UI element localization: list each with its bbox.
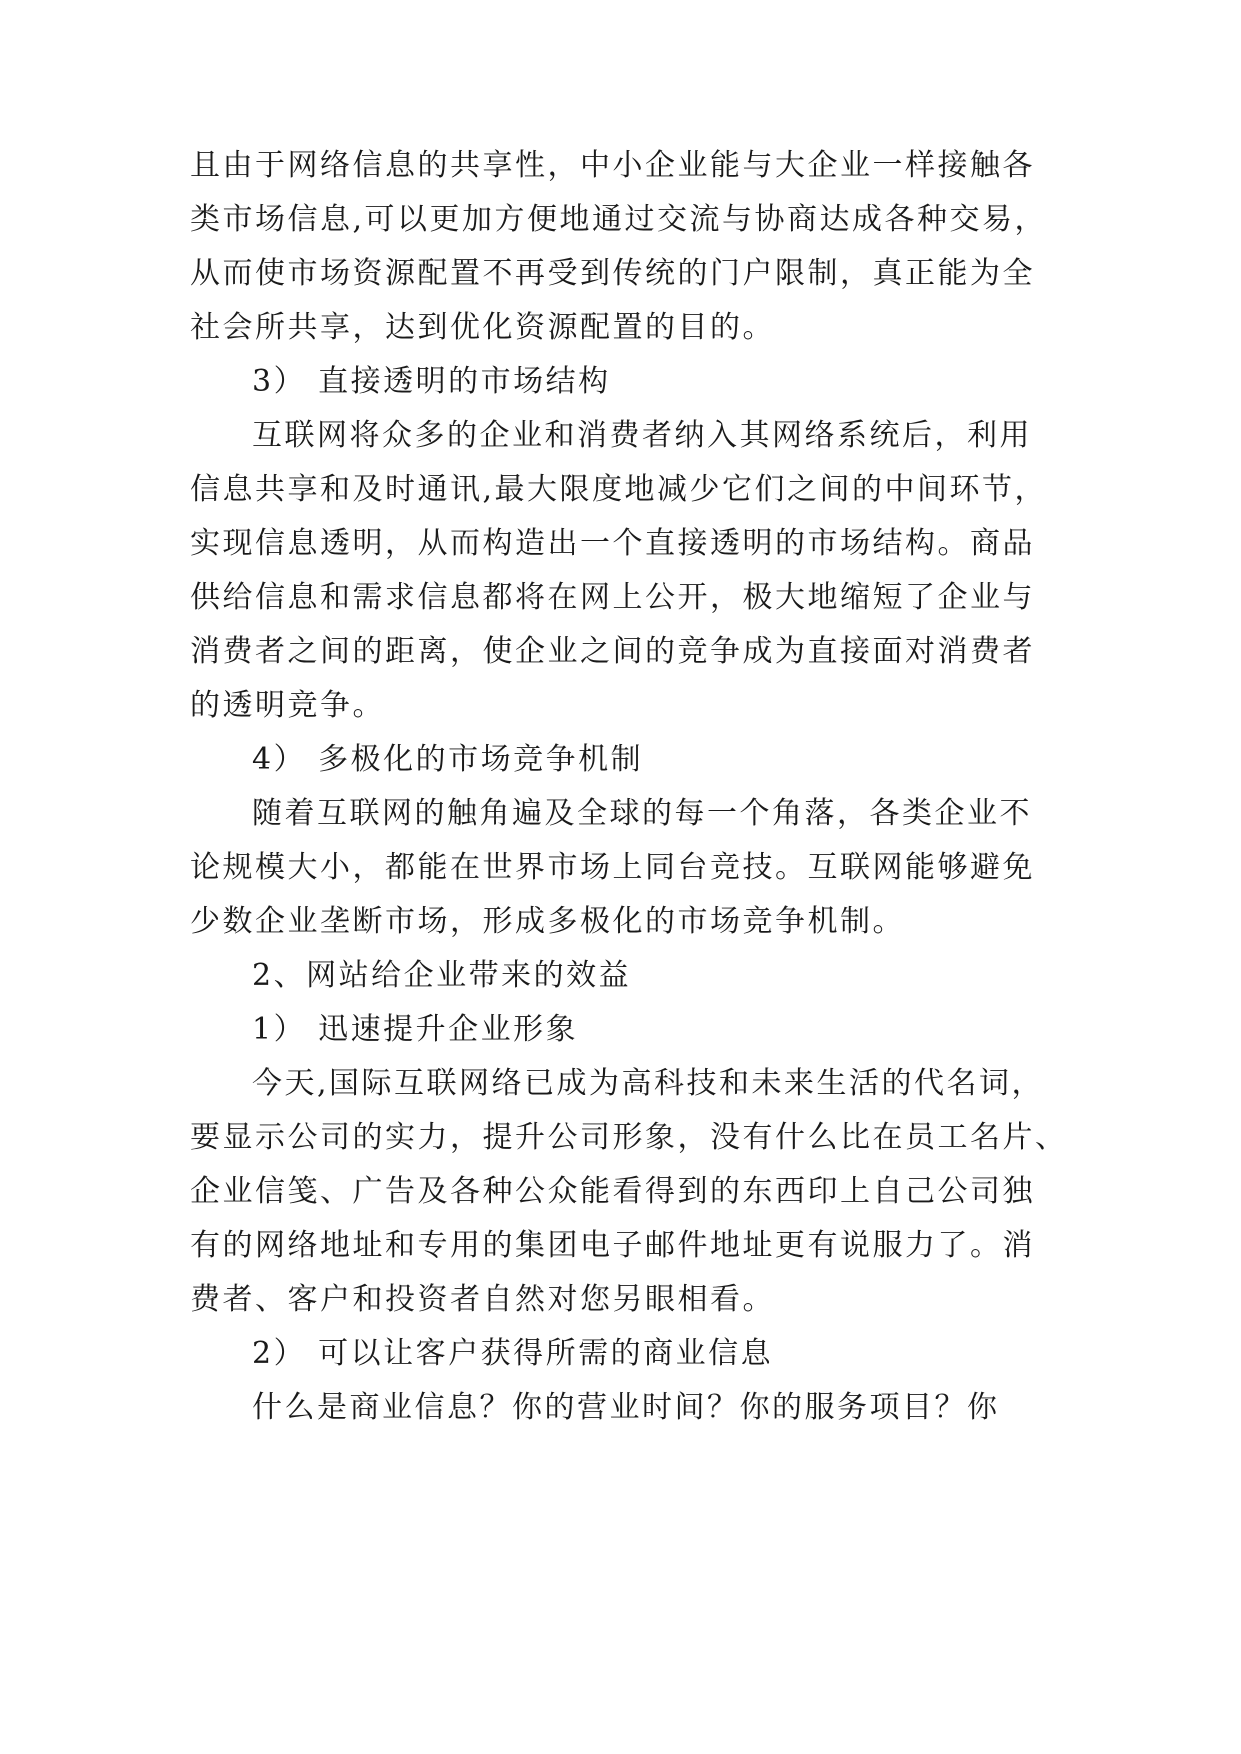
paragraph-first-line: 互联网将众多的企业和消费者纳入其网络系统后，利用 xyxy=(252,418,1032,453)
text-line: 要显示公司的实力，提升公司形象，没有什么比在员工名片、 xyxy=(190,1120,1068,1155)
paragraph-first-line: 什么是商业信息？你的营业时间？你的服务项目？你 xyxy=(252,1390,1000,1425)
subsection-heading: 2） 可以让客户获得所需的商业信息 xyxy=(252,1336,774,1371)
section-heading: 2、网站给企业带来的效益 xyxy=(252,958,632,993)
text-line: 企业信笺、广告及各种公众能看得到的东西印上自己公司独 xyxy=(190,1174,1035,1209)
text-line: 少数企业垄断市场，形成多极化的市场竞争机制。 xyxy=(190,904,905,939)
text-line: 供给信息和需求信息都将在网上公开，极大地缩短了企业与 xyxy=(190,580,1035,615)
subsection-heading: 3） 直接透明的市场结构 xyxy=(252,364,611,399)
text-line: 类市场信息,可以更加方便地通过交流与协商达成各种交易， xyxy=(190,202,1048,237)
text-line: 社会所共享，达到优化资源配置的目的。 xyxy=(190,310,775,345)
text-line: 费者、客户和投资者自然对您另眼相看。 xyxy=(190,1282,775,1317)
text-line: 信息共享和及时通讯,最大限度地减少它们之间的中间环节， xyxy=(190,472,1048,507)
text-line: 实现信息透明，从而构造出一个直接透明的市场结构。商品 xyxy=(190,526,1035,561)
text-line: 有的网络地址和专用的集团电子邮件地址更有说服力了。消 xyxy=(190,1228,1035,1263)
paragraph-first-line: 随着互联网的触角遍及全球的每一个角落，各类企业不 xyxy=(252,796,1032,831)
text-line: 消费者之间的距离，使企业之间的竞争成为直接面对消费者 xyxy=(190,634,1035,669)
text-line: 且由于网络信息的共享性，中小企业能与大企业一样接触各 xyxy=(190,148,1035,183)
paragraph-first-line: 今天,国际互联网络已成为高科技和未来生活的代名词， xyxy=(252,1066,1045,1101)
text-line: 从而使市场资源配置不再受到传统的门户限制，真正能为全 xyxy=(190,256,1035,291)
text-line: 的透明竞争。 xyxy=(190,688,385,723)
subsection-heading: 4） 多极化的市场竞争机制 xyxy=(252,742,644,777)
text-line: 论规模大小，都能在世界市场上同台竞技。互联网能够避免 xyxy=(190,850,1035,885)
subsection-heading: 1） 迅速提升企业形象 xyxy=(252,1012,579,1047)
